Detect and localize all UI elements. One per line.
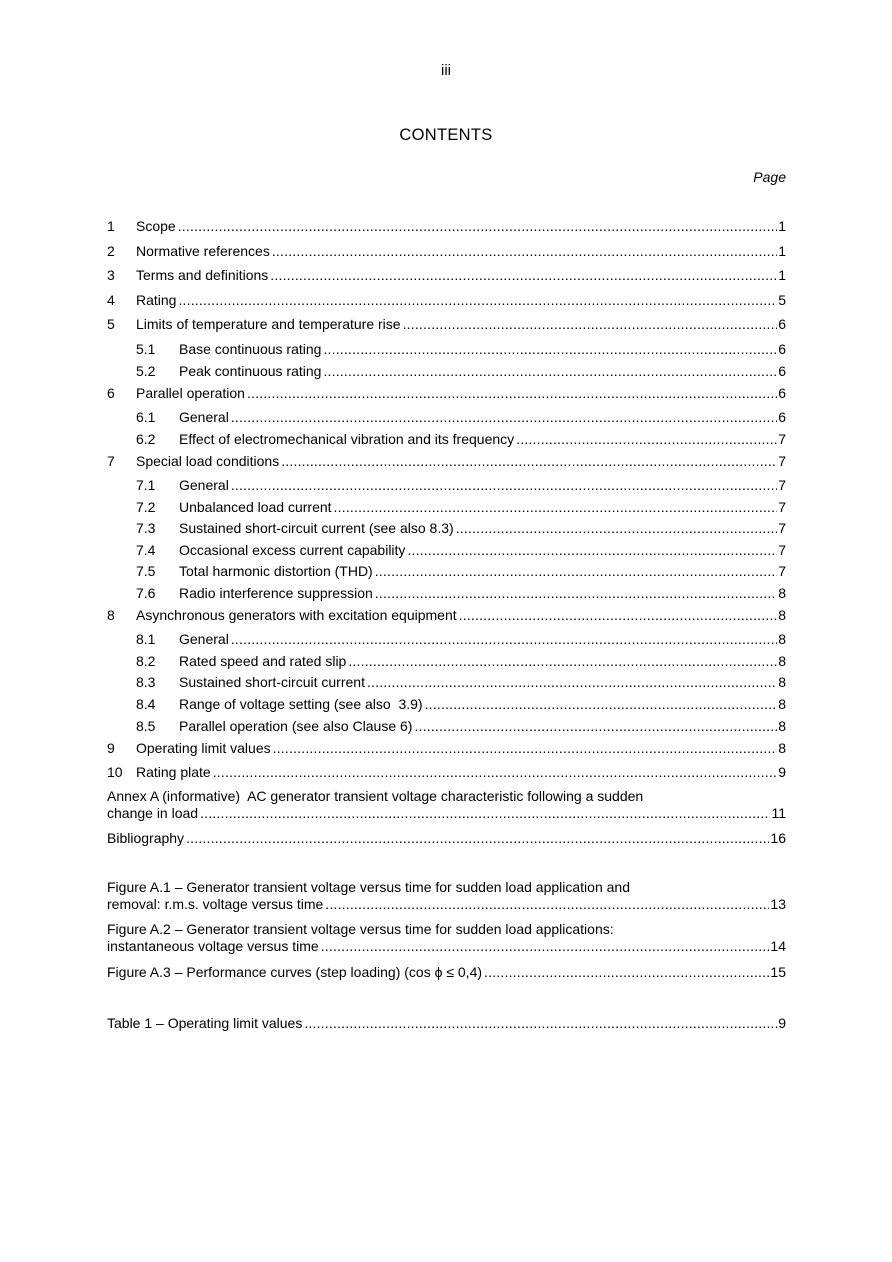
toc-entry-5-1[interactable] [136, 340, 786, 360]
figure-title-line-1: Figure A.1 – Generator transient voltage versus time for sudden load application and [107, 879, 630, 895]
entry-title: Limits of temperature and temperature rise [136, 316, 401, 332]
dot-leader [178, 291, 777, 309]
entry-number: 10 [107, 764, 123, 780]
dot-leader [323, 362, 777, 380]
entry-page: 8 [778, 631, 786, 647]
entry-page: 7 [778, 431, 786, 447]
entry-number: 3 [107, 267, 115, 283]
entry-number: 8.2 [136, 653, 156, 669]
toc-entry-figure-a2[interactable] [107, 921, 786, 955]
dot-leader [375, 584, 777, 602]
entry-page: 11 [771, 805, 786, 821]
dot-leader [403, 315, 778, 333]
entry-title: Table 1 – Operating limit values [107, 1015, 303, 1031]
dot-leader [407, 541, 777, 559]
toc-entry-7-3[interactable] [136, 519, 786, 539]
entry-title: Sustained short-circuit current [179, 674, 365, 690]
entry-page: 8 [778, 674, 786, 690]
entry-page: 14 [770, 938, 786, 954]
toc-entry-8-4[interactable] [136, 695, 786, 715]
dot-leader [273, 739, 778, 757]
entry-page: 8 [778, 740, 786, 756]
entry-number: 8.1 [136, 631, 156, 647]
entry-page: 6 [778, 409, 786, 425]
entry-page: 7 [778, 542, 786, 558]
dot-leader [213, 763, 777, 781]
entry-page: 6 [778, 316, 786, 332]
entry-number: 8 [107, 607, 115, 623]
entry-title: Special load conditions [136, 453, 280, 469]
entry-title: Bibliography [107, 830, 185, 846]
dot-leader [425, 695, 778, 713]
entry-title: Figure A.3 – Performance curves (step loading) (cos ϕ ≤ 0,4) [107, 964, 483, 980]
entry-number: 8.3 [136, 674, 156, 690]
toc-entry-7-5[interactable] [136, 562, 786, 582]
figure-line-2 [107, 896, 786, 913]
toc-entry-7-4[interactable] [136, 541, 786, 561]
entry-title: Radio interference suppression [179, 585, 373, 601]
entry-number: 7.5 [136, 563, 156, 579]
entry-page: 8 [778, 607, 786, 623]
dot-leader [304, 1014, 777, 1032]
toc-entry-figure-a1[interactable] [107, 879, 786, 913]
entry-title: General [179, 409, 229, 425]
entry-page: 7 [778, 520, 786, 536]
entry-page: 15 [770, 964, 786, 980]
dot-leader [186, 829, 769, 847]
entry-page: 7 [778, 563, 786, 579]
dot-leader [272, 242, 777, 260]
toc-entry-8-5[interactable] [136, 717, 786, 737]
dot-leader [231, 630, 777, 648]
page-number: iii [441, 62, 451, 79]
toc-entry-7-6[interactable] [136, 584, 786, 604]
entry-page: 8 [778, 585, 786, 601]
entry-title: Total harmonic distortion (THD) [179, 563, 373, 579]
entry-number: 9 [107, 740, 115, 756]
entry-page: 7 [778, 453, 786, 469]
dot-leader [375, 562, 777, 580]
dot-leader [456, 519, 778, 537]
dot-leader [231, 408, 777, 426]
entry-title: Parallel operation [136, 385, 245, 401]
entry-title: Asynchronous generators with excitation equipment [136, 607, 457, 623]
entry-page: 6 [778, 363, 786, 379]
annex-title-line-1: Annex A (informative) AC generator transient voltage characteristic following a sudden [107, 788, 644, 804]
toc-entry-8-3[interactable] [136, 673, 786, 693]
entry-title: Scope [136, 218, 176, 234]
entry-page: 1 [778, 243, 786, 259]
entry-title: Rating [136, 292, 177, 308]
dot-leader [323, 340, 777, 358]
contents-title: CONTENTS [399, 126, 493, 144]
dot-leader [178, 217, 778, 235]
entry-number: 5.1 [136, 341, 156, 357]
entry-page: 8 [778, 696, 786, 712]
entry-page: 16 [770, 830, 786, 846]
entry-title: Normative references [136, 243, 270, 259]
entry-number: 1 [107, 218, 115, 234]
entry-page: 8 [778, 653, 786, 669]
toc-entry-6-1[interactable] [136, 408, 786, 428]
page-column-heading: Page [753, 169, 786, 185]
entry-number: 8.5 [136, 718, 156, 734]
entry-number: 4 [107, 292, 115, 308]
dot-leader [459, 606, 778, 624]
toc-entry-8[interactable] [107, 606, 786, 626]
toc-entry-annex-a[interactable] [107, 788, 786, 822]
toc-entry-table-1[interactable] [107, 1014, 786, 1034]
entry-title: Range of voltage setting (see also 3.9) [179, 696, 423, 712]
entry-page: 7 [778, 499, 786, 515]
entry-title: Sustained short-circuit current (see also 8.3) [179, 520, 454, 536]
dot-leader [334, 498, 778, 516]
dot-leader [325, 896, 769, 913]
dot-leader [281, 452, 777, 470]
dot-leader [247, 384, 777, 402]
toc-entry-5-2[interactable] [136, 362, 786, 382]
annex-title-line-2: change in load [107, 805, 199, 821]
entry-number: 8.4 [136, 696, 156, 712]
entry-page: 1 [778, 218, 786, 234]
toc-entry-8-1[interactable] [136, 630, 786, 650]
toc-entry-7-2[interactable] [136, 498, 786, 518]
figure-title-line-2: removal: r.m.s. voltage versus time [107, 896, 324, 912]
entry-number: 7.3 [136, 520, 156, 536]
figure-title-line-2: instantaneous voltage versus time [107, 938, 319, 954]
annex-line-2 [107, 805, 786, 822]
entry-number: 6.1 [136, 409, 156, 425]
toc-entry-7-1[interactable] [136, 476, 786, 496]
entry-number: 6 [107, 385, 115, 401]
figure-title-line-1: Figure A.2 – Generator transient voltage versus time for sudden load applications: [107, 921, 614, 937]
toc-entry-9[interactable] [107, 739, 786, 759]
dot-leader [270, 266, 777, 284]
dot-leader [414, 717, 777, 735]
entry-title: Effect of electromechanical vibration and its frequency [179, 431, 515, 447]
entry-number: 7.4 [136, 542, 156, 558]
entry-page: 6 [778, 341, 786, 357]
entry-page: 6 [778, 385, 786, 401]
entry-title: Peak continuous rating [179, 363, 322, 379]
entry-page: 13 [770, 896, 786, 912]
entry-page: 7 [778, 477, 786, 493]
entry-title: Rated speed and rated slip [179, 653, 347, 669]
dot-leader [516, 430, 777, 448]
entry-title: Rating plate [136, 764, 211, 780]
entry-title: Operating limit values [136, 740, 271, 756]
dot-leader [200, 805, 770, 822]
dot-leader [367, 673, 777, 691]
entry-title: Occasional excess current capability [179, 542, 406, 558]
dot-leader [231, 476, 777, 494]
dot-leader [484, 963, 769, 981]
entry-title: Terms and definitions [136, 267, 269, 283]
toc-entry-10[interactable] [107, 763, 786, 783]
toc-entry-6[interactable] [107, 384, 786, 404]
entry-page: 5 [778, 292, 786, 308]
toc-entry-7[interactable] [107, 452, 786, 472]
entry-number: 5 [107, 316, 115, 332]
entry-number: 5.2 [136, 363, 156, 379]
figure-line-2 [107, 938, 786, 955]
toc-entry-4[interactable] [107, 291, 786, 311]
entry-number: 7.1 [136, 477, 156, 493]
entry-number: 7.6 [136, 585, 156, 601]
entry-number: 6.2 [136, 431, 156, 447]
toc-entry-5[interactable] [107, 315, 786, 335]
toc-entry-1[interactable] [107, 217, 786, 237]
dot-leader [321, 938, 770, 955]
toc-entry-8-2[interactable] [136, 652, 786, 672]
toc-entry-figure-a3[interactable] [107, 963, 786, 983]
entry-title: General [179, 477, 229, 493]
toc-entry-6-2[interactable] [136, 430, 786, 450]
entry-page: 9 [778, 1015, 786, 1031]
toc-entry-bibliography[interactable] [107, 829, 786, 849]
entry-page: 1 [778, 267, 786, 283]
dot-leader [348, 652, 777, 670]
entry-title: Base continuous rating [179, 341, 322, 357]
entry-number: 2 [107, 243, 115, 259]
entry-number: 7 [107, 453, 115, 469]
toc-entry-2[interactable] [107, 242, 786, 262]
entry-title: General [179, 631, 229, 647]
entry-number: 7.2 [136, 499, 156, 515]
entry-page: 9 [778, 764, 786, 780]
toc-entry-3[interactable] [107, 266, 786, 286]
entry-page: 8 [778, 718, 786, 734]
entry-title: Parallel operation (see also Clause 6) [179, 718, 413, 734]
entry-title: Unbalanced load current [179, 499, 332, 515]
